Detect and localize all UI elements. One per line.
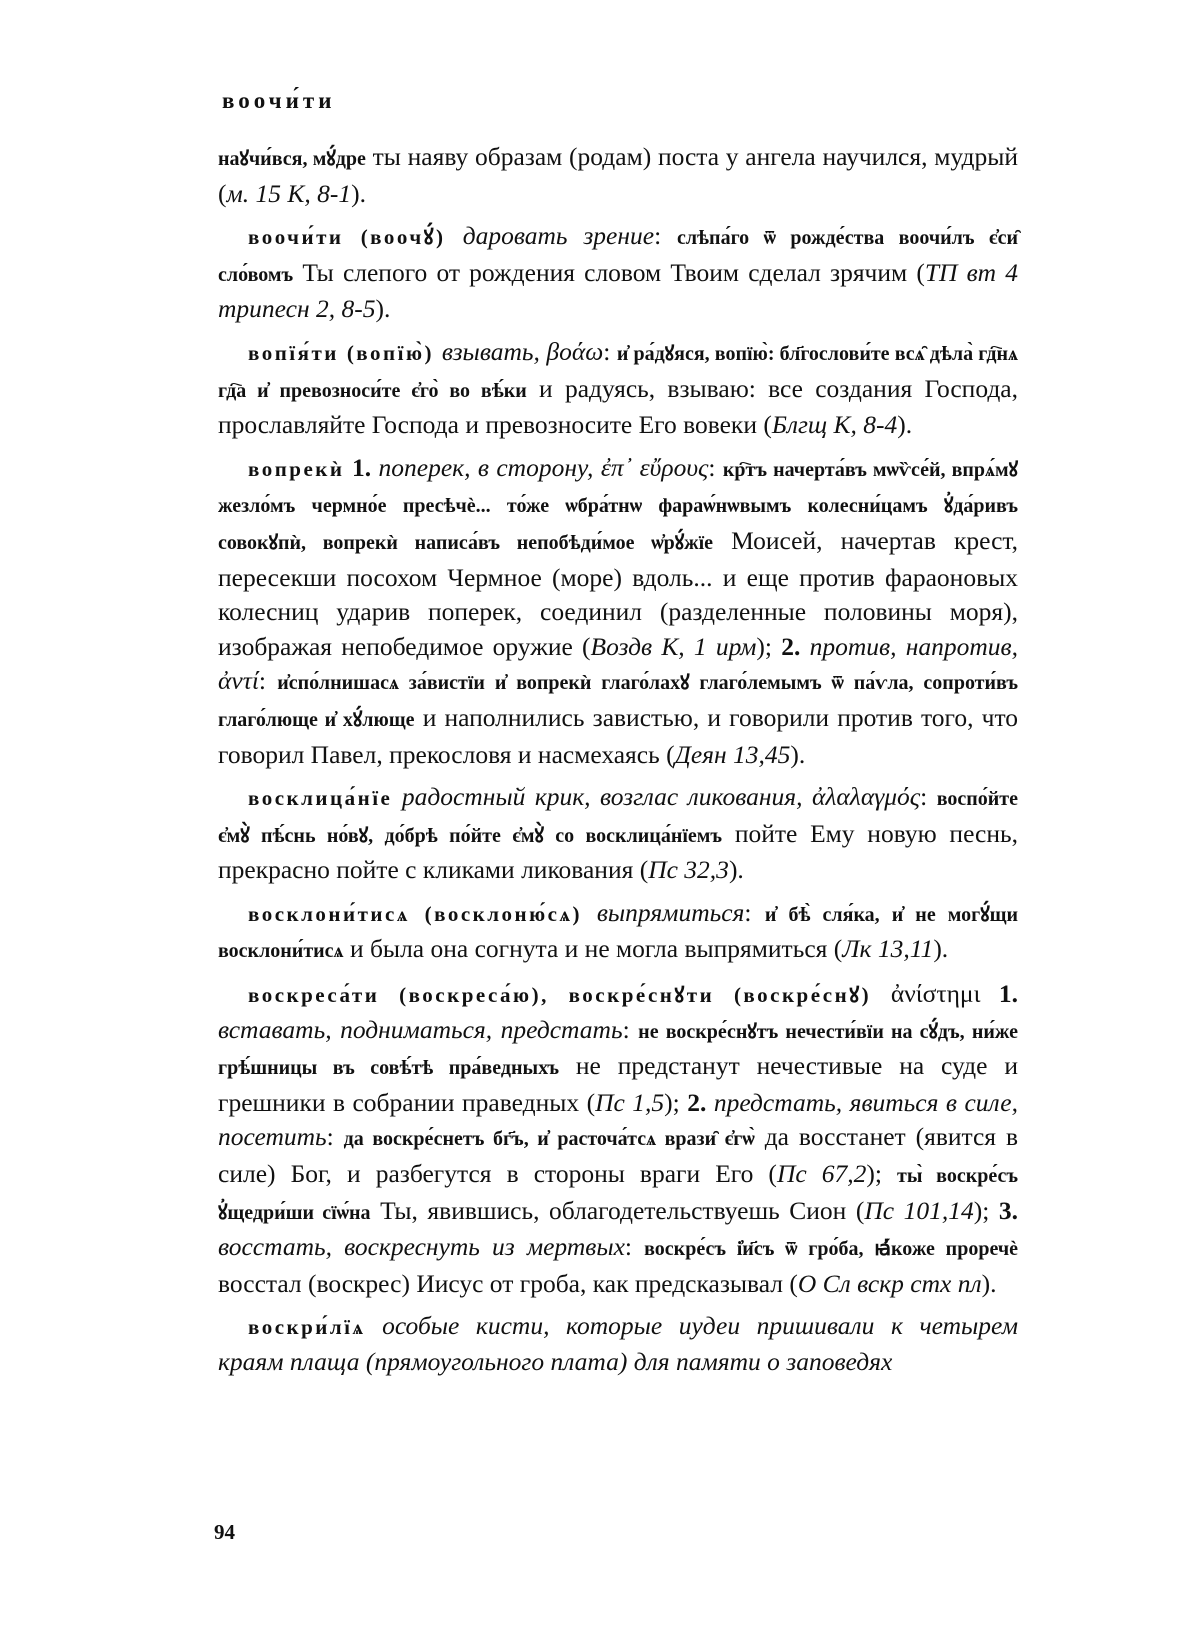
entry-voochiti — [218, 219, 1018, 327]
punctuation: : — [708, 452, 723, 482]
grammatical-form: (воскре́снꙋ) — [714, 983, 891, 1008]
translation: и радуясь, взываю: все создания Господа, прославляйте Господа и превозносите Его вовеки ( — [218, 373, 1018, 440]
definition: предстать, явиться в силе, посетить — [218, 1087, 1018, 1152]
translation: Ты, явившись, облагодетельствуешь Сион ( — [370, 1195, 865, 1225]
greek-equivalent: ἀντί — [218, 666, 259, 696]
headword: восклица́нїе — [248, 786, 393, 811]
definition: поперек, в сторону, — [378, 452, 601, 482]
source-reference: О Сл вскр стх пл — [797, 1268, 982, 1298]
source-reference: Пс 1,5 — [595, 1087, 665, 1117]
page-number: 94 — [214, 1520, 235, 1544]
definition: даровать зрение — [462, 221, 655, 251]
punctuation: ); — [756, 631, 782, 661]
sense-number: 2. — [687, 1087, 714, 1117]
definition: взывать, — [441, 336, 547, 366]
punctuation: : — [624, 1232, 645, 1262]
church-slavonic-quote: и҆ ра́дꙋяся, вопїю̀: бл҃гослови́те всѧ̑ дѣла̀ гд҇нѧ гд҇а и҆ превозноси́те є҆го̀ во вѣ́ки — [218, 342, 1018, 402]
punctuation: : — [920, 782, 937, 812]
spacer — [392, 782, 401, 811]
entry-vopreki — [218, 451, 1018, 772]
punctuation: ); — [973, 1195, 999, 1225]
punctuation: ). — [728, 855, 744, 885]
headword: вопрекѝ — [248, 456, 345, 481]
translation: и наполнились завистью, и говорили против того, что говорил Павел, прекословя и насмехаясь ( — [218, 702, 1019, 769]
punctuation: ). — [897, 410, 913, 440]
entry-continuation — [218, 140, 1018, 211]
headword: воскреса́ти — [248, 983, 380, 1008]
punctuation: ); — [664, 1087, 688, 1117]
entry-voskresati — [218, 977, 1018, 1301]
greek-equivalent: ἐπ᾽ εὔρους — [600, 452, 709, 482]
translation: пойте Ему новую песнь, прекрасно пойте с кликами ликования ( — [218, 818, 1018, 885]
greek-equivalent: βοάω — [546, 336, 604, 366]
definition: восстать, воскреснуть из мертвых — [218, 1232, 625, 1262]
source-reference: Пс 101,14 — [864, 1195, 974, 1225]
definition: выпрямиться — [596, 897, 745, 927]
headword-variant: воскре́снꙋти — [568, 983, 715, 1008]
church-slavonic-quote: воспо́йте є҆мꙋ̀ пѣ́снь но́вꙋ, до́брѣ по́йте є҆мꙋ̀ со восклица́нїемъ — [218, 788, 1019, 847]
sense-number: 1. — [998, 979, 1018, 1009]
source-reference: Деян 13,45 — [674, 739, 791, 769]
church-slavonic-quote: и҆ бѣ̀ сля́ка, и҆ не могꙋ́щи восклони́тисѧ — [218, 903, 1018, 963]
source-reference: Пс 32,3 — [648, 855, 729, 885]
source-reference: Пс 67,2 — [776, 1159, 867, 1189]
source-reference: Блгщ К, 8-4 — [771, 410, 898, 440]
definition: радостный крик, возглас ликования, — [401, 782, 812, 812]
running-head: воочи́ти — [222, 88, 336, 113]
punctuation: ); — [866, 1159, 898, 1189]
punctuation: ). — [933, 934, 949, 964]
grammatical-form: (вопїю̀) — [338, 340, 442, 365]
church-slavonic-quote: не воскре́снꙋтъ нечести́вїи на сꙋ́дъ, ни́же грѣ́шницы въ совѣ́тѣ пра́ведныхъ — [218, 1020, 1018, 1080]
sense-number: 1. — [351, 452, 379, 482]
church-slavonic-quote: воскре́съ і҆и҃съ ѿ гро́ба, ꙗ҆́коже проречѐ — [644, 1238, 1018, 1261]
punctuation: ). — [375, 294, 391, 324]
translation: ты наяву образам (родам) поста у ангела научился, мудрый ( — [218, 142, 1018, 208]
entry-vosklonitisya — [218, 896, 1018, 969]
source-reference: ТП вт 4 трипесн 2, 8-5 — [218, 257, 1018, 324]
definition: против, напротив, — [809, 631, 1018, 661]
headword: воочи́ти — [248, 225, 344, 250]
punctuation: : — [744, 897, 765, 927]
definition: вставать, подниматься, предстать — [218, 1014, 623, 1044]
spacer — [345, 453, 352, 482]
headword: восклони́тисѧ — [248, 901, 410, 926]
church-slavonic-quote: наꙋчи́вся, мꙋ́дре — [218, 148, 366, 170]
entry-vopiyati — [218, 335, 1018, 443]
headword: воскри́лїѧ — [248, 1315, 366, 1340]
translation: Ты слепого от рождения словом Твоим сделал зрячим ( — [293, 257, 925, 287]
spacer — [366, 1311, 383, 1340]
sense-number: 3. — [998, 1195, 1019, 1225]
punctuation: : — [326, 1122, 344, 1152]
punctuation: : — [603, 336, 617, 366]
church-slavonic-quote: и҆спо́лнишасѧ за́вистїи и҆ вопрекѝ глаго́лахꙋ глаго́лемымъ ѿ па́ѵла, сопроти́въ глаго́люще и҆ хꙋ́люще — [218, 672, 1018, 731]
grammatical-form: (воочꙋ́) — [343, 225, 463, 250]
definition: особые кисти, которые иудеи пришивали к четырем краям плаща (прямоугольного плата) для памяти о заповедях — [218, 1311, 1019, 1376]
headword: вопїя́ти — [248, 340, 339, 365]
sense-number: 2. — [781, 631, 810, 661]
spacer — [980, 979, 998, 1008]
entry-voskrilia — [218, 1309, 1018, 1379]
punctuation: ). — [790, 739, 806, 769]
church-slavonic-quote: кр҇тъ начерта́въ мѡѷсе́й, впрѧ́мꙋ жезло́мъ чермно́е пресѣчѐ... то́же ѡбра́тнѡ фараѡ́нѡвымъ колесни́цамъ ꙋ҆да́ривъ совокꙋпѝ, вопрекѝ написа́въ непобѣди́мое ѡ҆рꙋ́жїе — [218, 458, 1019, 554]
source-reference: Лк 13,11 — [842, 934, 934, 964]
church-slavonic-quote: да воскре́снетъ бг҃ъ, и҆ расточа́тсѧ врази̑ є҆гѡ̀ — [343, 1128, 755, 1151]
translation: не предстанут нечестивые на суде и грешники в собрании праведных ( — [218, 1051, 1018, 1117]
punctuation: : — [654, 221, 677, 251]
punctuation: ). — [981, 1268, 997, 1298]
greek-equivalent: ἀλαλαγμός — [811, 782, 921, 812]
church-slavonic-quote: ты̀ воскре́съ ꙋ҆щедри́ши сїѡ́на — [218, 1165, 1019, 1224]
punctuation: : — [258, 666, 278, 696]
entry-vosklitsanie — [218, 780, 1018, 888]
punctuation: : — [622, 1014, 639, 1044]
source-reference: Воздв К, 1 ирм — [590, 631, 757, 661]
dictionary-text — [218, 140, 1018, 1380]
grammatical-form: (воскреса́ю), — [379, 983, 569, 1008]
church-slavonic-quote: слѣпа́го ѿ рожде́ства воочи́лъ є҆си̑ сло́вомъ — [218, 227, 1018, 286]
greek-equivalent: ἀνίστημι — [890, 979, 981, 1009]
translation: восстал (воскрес) Иисус от гроба, как предсказывал ( — [218, 1268, 798, 1298]
grammatical-form: (восклоню́сѧ) — [409, 901, 597, 926]
punctuation: ). — [351, 178, 366, 208]
translation: Моисей, начертав крест, пересекши посохом Чермное (море) вдоль... и еще против фараоновых колесниц ударив поперек, соединил (разделенные половины моря), изображая непобедимое оружие ( — [218, 525, 1019, 661]
translation: и была она согнута и не могла выпрямиться ( — [343, 934, 843, 964]
translation: да восстанет (явится в силе) Бог, и разбегутся в стороны враги Его ( — [218, 1122, 1018, 1189]
source-reference: м. 15 К, 8-1 — [226, 178, 352, 208]
